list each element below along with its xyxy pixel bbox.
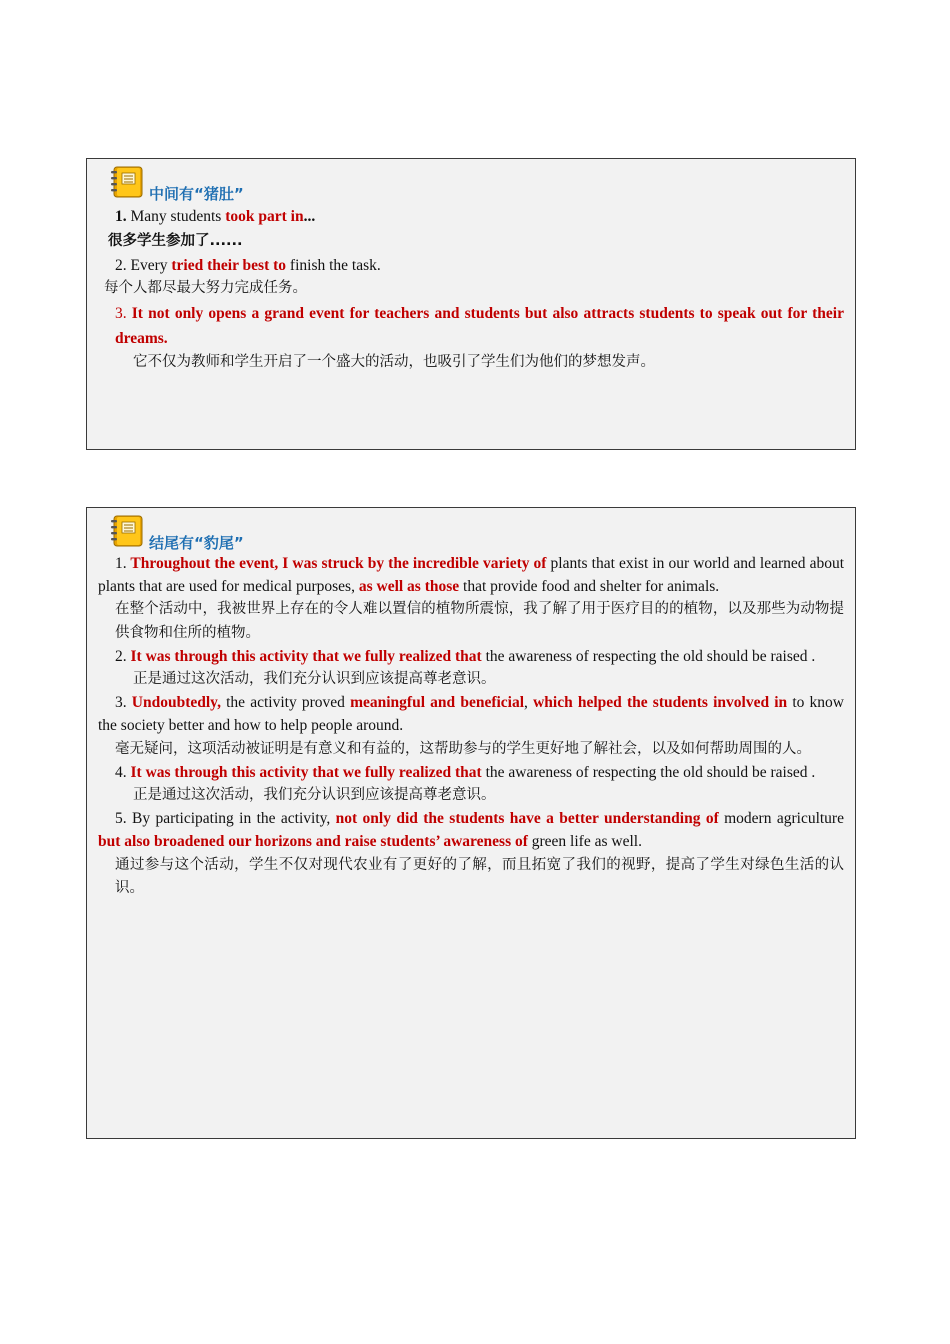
- section-title: 结尾有“豹尾”: [149, 534, 244, 552]
- example-1-translation: 很多学生参加了......: [108, 233, 243, 250]
- middle-section-box: [86, 158, 856, 450]
- section-title: 中间有“猪肚”: [149, 185, 244, 203]
- example-2: 2. Every tried their best to finish the task.: [115, 257, 381, 275]
- example-5-translation: 通过参与这个活动，学生不仅对现代农业有了更好的了解，而且拓宽了我们的视野，提高了学生对绿色生活的认识。: [115, 856, 844, 896]
- example-2: 2. It was through this activity that we fully realized that the awareness of respecting the old should be raised .: [115, 647, 816, 665]
- example-3: 3. It not only opens a grand event for teachers and students but also attracts students to speak out for their dreams.: [115, 304, 844, 347]
- example-2-translation: 正是通过这次活动，我们充分认识到应该提高尊老意识。: [133, 671, 496, 688]
- section-content: [98, 205, 844, 374]
- example-1-translation: 在整个活动中，我被世界上存在的令人难以置信的植物所震惊，我了解了用于医疗目的的植物，以及那些为动物提供食物和住所的植物。: [115, 601, 844, 641]
- example-5: 5. By participating in the activity, not only did the students have a better understanding of modern agriculture but also broadened our horizons and raise students’ awareness of green life as well.: [98, 810, 844, 851]
- example-3-translation: 毫无疑问，这项活动被证明是有意义和有益的，这帮助参与的学生更好地了解社会，以及如何帮助周围的人。: [115, 740, 811, 757]
- notebook-icon: [109, 514, 145, 548]
- example-1: 1. Throughout the event, I was struck by the incredible variety of plants that exist in our world and learned about plants that are used for medical purposes, as well as those that provide food and shelter for animals.: [98, 555, 845, 596]
- example-3: 3. Undoubtedly, the activity proved meaningful and beneficial, which helped the students involved in to know the society better and how to help people around.: [98, 694, 845, 735]
- example-4-translation: 正是通过这次活动，我们充分认识到应该提高尊老意识。: [133, 787, 496, 804]
- example-3-translation: 它不仅为教师和学生开启了一个盛大的活动，也吸引了学生们为他们的梦想发声。: [133, 353, 655, 370]
- example-1: 1. Many students took part in...: [115, 208, 316, 225]
- example-4: 4. It was through this activity that we fully realized that the awareness of respecting the old should be raised .: [115, 763, 816, 781]
- notebook-icon: [109, 165, 145, 199]
- section-content: [98, 552, 844, 900]
- ending-section-box: [86, 507, 856, 1139]
- example-2-translation: 每个人都尽最大努力完成任务。: [104, 280, 307, 297]
